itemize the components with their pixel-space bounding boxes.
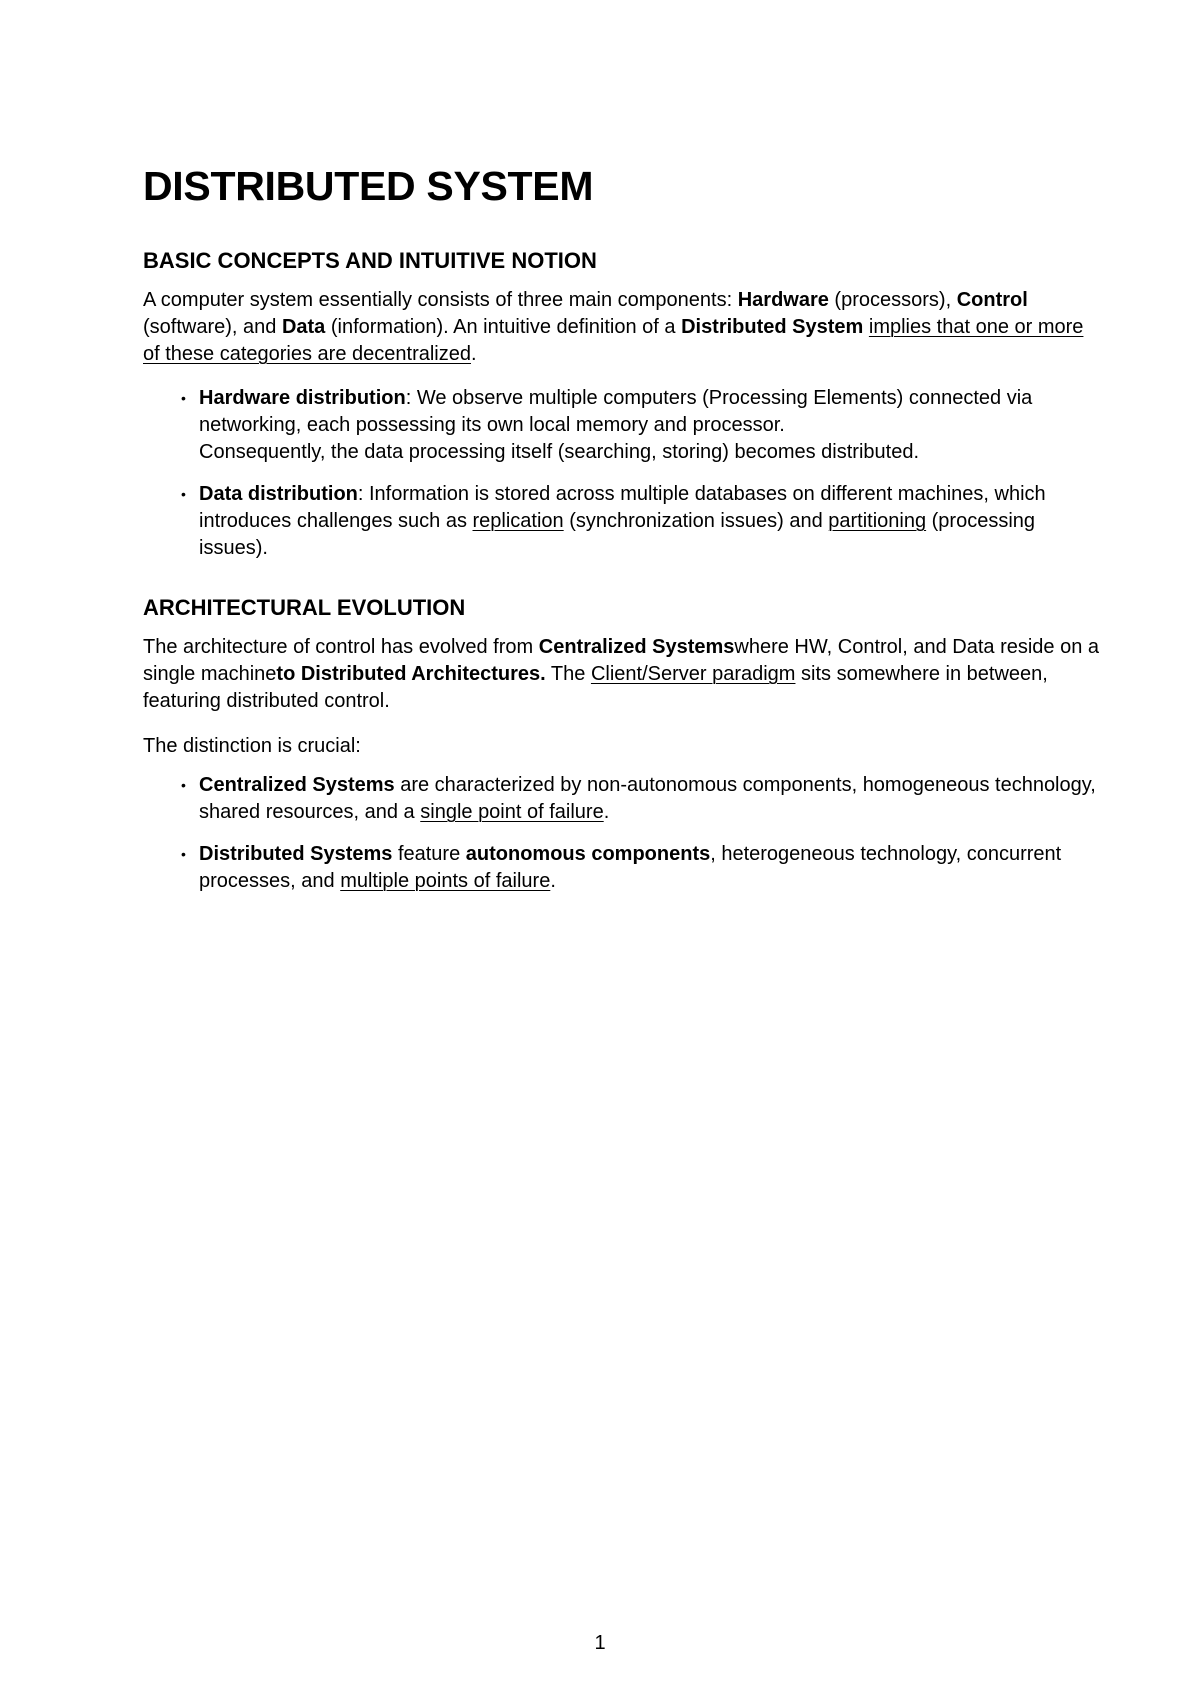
bullet-centralized-systems: • Centralized Systems are characterized by non-autonomous components, homogeneous technology, shared resources, and a single point of failure. (181, 774, 1096, 823)
section-heading-basic-concepts: BASIC CONCEPTS AND INTUITIVE NOTION (143, 248, 597, 273)
distribution-bullet-list (143, 385, 1103, 577)
term-hardware-distribution: Hardware distribution (199, 387, 406, 409)
bullet-glyph: • (181, 390, 186, 406)
document-title: DISTRIBUTED SYSTEM (143, 163, 594, 209)
term-centralized-systems-bullet: Centralized Systems (199, 774, 395, 796)
systems-bullet-list (143, 772, 1103, 910)
term-autonomous-components: autonomous components (465, 843, 711, 865)
bullet-glyph: • (181, 486, 186, 502)
distinction-paragraph: The distinction is crucial: (143, 735, 361, 757)
bullet-hardware-distribution: • Hardware distribution: We observe multiple computers (Processing Elements) connected via networking, each possessing its own local memory and processor. Consequently, the data processing itself (searching, storing) becomes distributed. (181, 387, 1033, 463)
term-data-distribution: Data distribution (199, 483, 358, 505)
underlined-replication: replication (472, 510, 564, 532)
term-data: Data (281, 316, 326, 338)
page-number: 1 (594, 1632, 606, 1654)
bullet-distributed-systems: • Distributed Systems feature autonomous components, heterogeneous technology, concurrent processes, and multiple points of failure. (181, 843, 1062, 892)
underlined-partitioning: partitioning (828, 510, 927, 532)
bullet-glyph: • (181, 777, 186, 793)
underlined-client-server: Client/Server paradigm (590, 663, 796, 685)
underlined-definition: implies that one or more of these categories are decentralized (143, 316, 1084, 365)
bullet-data-distribution: • Data distribution: Information is stored across multiple databases on different machines, which introduces challenges such as replication (synchronization issues) and partitioning (processing issues). (181, 483, 1046, 559)
underlined-multiple-points: multiple points of failure (340, 870, 551, 892)
underlined-single-point: single point of failure (420, 801, 604, 823)
term-hardware: Hardware (737, 289, 829, 311)
term-distributed-architectures: to Distributed Architectures. (276, 663, 546, 685)
section-heading-architectural-evolution: ARCHITECTURAL EVOLUTION (143, 595, 466, 620)
term-distributed-systems-bullet: Distributed Systems (199, 843, 393, 865)
architecture-paragraph: The architecture of control has evolved from Centralized Systemswhere HW, Control, and Data reside on a single machineto Distributed Architectures. The Client/Server paradigm sits somewhere in between, featuring distributed control. (143, 636, 1100, 712)
term-centralized-systems: Centralized Systems (538, 636, 735, 658)
bullet-glyph: • (181, 846, 186, 862)
term-distributed-system: Distributed System (681, 316, 864, 338)
term-control: Control (956, 289, 1028, 311)
intro-paragraph: A computer system essentially consists of three main components: Hardware (processors), Control (software), and Data (information). An intuitive definition of a Distributed System implies that one or more of these categories are decentralized. (143, 289, 1084, 365)
